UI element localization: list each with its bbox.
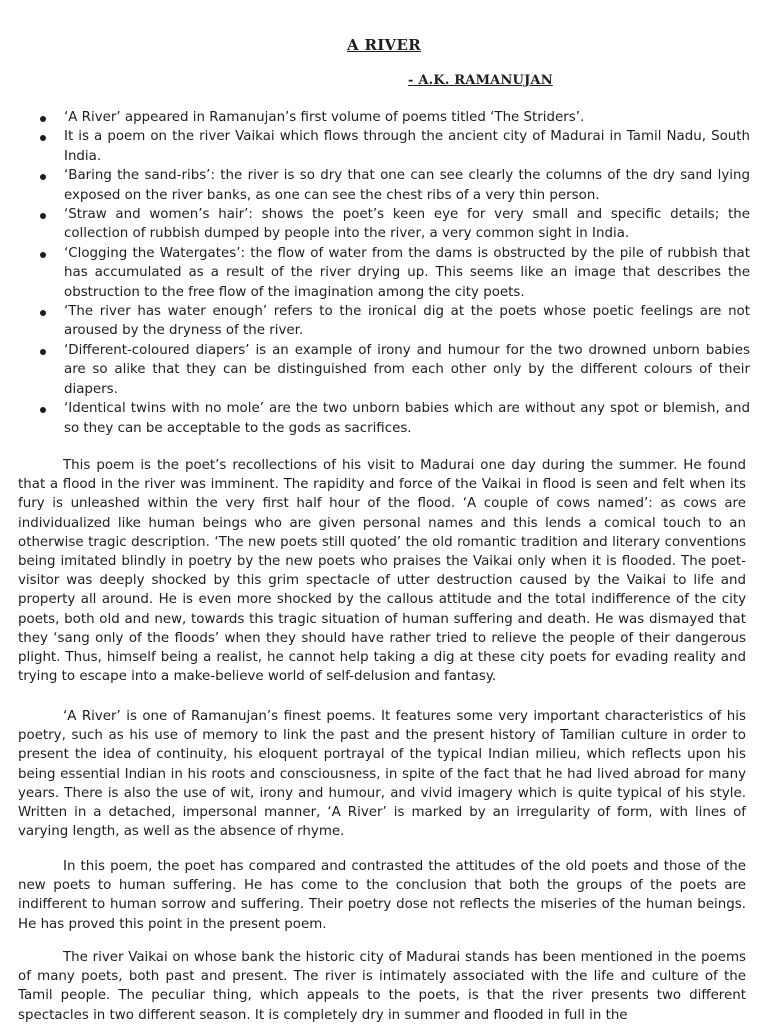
bullet-item <box>0 108 768 127</box>
bullet-dot-icon <box>40 252 46 258</box>
bullet-dot-icon <box>40 116 46 122</box>
bullet-dot-icon <box>40 213 46 219</box>
bullet-dot-icon <box>40 174 46 180</box>
bullet-list <box>0 108 768 438</box>
bullet-item <box>0 302 768 341</box>
body-paragraph: This poem is the poet’s recollections of his visit to Madurai one day during the summer. He found that a flood in the river was imminent. The rapidity and force of the Vaikai in flood is seen and felt when its fury is unleashed within the very first half hour of the flood. ‘A couple of cows named’: as cows are individualized like human beings who are given personal names and this lends a comical touch to an otherwise tragic description. ‘The new poets still quoted’ the old romantic tradition and literary conventions being imitated blindly in poetry by the new poets who praises the Vaikai only when it is flooded. The poet-visitor was deeply shocked by this grim spectacle of utter destruction caused by the Vaikai to life and property all around. He is even more shocked by the callous attitude and the total indifference of the city poets, both old and new, towards this tragic situation of human suffering and death. He was dismayed that they ‘sang only of the floods’ when they should have rather tried to relieve the people of their dangerous plight. Thus, himself being a realist, he cannot help taking a dig at these city poets for evading reality and trying to escape into a make-believe world of self-delusion and fantasy. <box>18 458 746 685</box>
body-paragraph: The river Vaikai on whose bank the historic city of Madurai stands has been mentioned in the poems of many poets, both past and present. The river is intimately associated with the life and culture of the Tamil people. The peculiar thing, which appeals to the poets, is that the river presents two different spectacles in two different season. It is completely dry in summer and flooded in full in the <box>18 950 746 1023</box>
author-line: - A.K. RAMANUJAN <box>408 73 553 88</box>
bullet-dot-icon <box>40 349 46 355</box>
page-title: A RIVER <box>347 36 421 54</box>
bullet-dot-icon <box>40 135 46 141</box>
bullet-text: ‘A River’ appeared in Ramanujan’s first volume of poems titled ‘The Striders’. <box>64 110 585 125</box>
body-paragraph: In this poem, the poet has compared and contrasted the attitudes of the old poets and those of the new poets to human suffering. He has come to the conclusion that both the groups of the poets are indifferent to human sorrow and suffering. Their poetry dose not reflects the miseries of the human beings. He has proved this point in the present poem. <box>18 859 746 932</box>
bullet-text: ‘Baring the sand-ribs’: the river is so dry that one can see clearly the columns of the dry sand lying exposed on the river banks, as one can see the chest ribs of a very thin person. <box>64 168 750 203</box>
bullet-item <box>0 127 768 166</box>
bullet-dot-icon <box>40 310 46 316</box>
bullet-item <box>0 341 768 399</box>
bullet-text: ‘Straw and women’s hair’: shows the poet’s keen eye for very small and specific details; the collection of rubbish dumped by people into the river, a very common sight in India. <box>64 207 750 242</box>
bullet-dot-icon <box>40 407 46 413</box>
bullet-text: It is a poem on the river Vaikai which flows through the ancient city of Madurai in Tamil Nadu, South India. <box>64 129 750 164</box>
bullet-text: ‘The river has water enough’ refers to the ironical dig at the poets whose poetic feelings are not aroused by the dryness of the river. <box>64 304 750 339</box>
bullet-item <box>0 166 768 205</box>
body-paragraph: ‘A River’ is one of Ramanujan’s finest poems. It features some very important characteristics of his poetry, such as his use of memory to link the past and the present history of Tamilian culture in order to present the idea of continuity, his eloquent portrayal of the typical Indian milieu, which reflects upon his being essential Indian in his roots and consciousness, in spite of the fact that he had lived abroad for many years. There is also the use of wit, irony and humour, and vivid imagery which is quite typical of his style. Written in a detached, impersonal manner, ‘A River’ is marked by an irregularity of form, with lines of varying length, as well as the absence of rhyme. <box>18 709 746 840</box>
bullet-item <box>0 205 768 244</box>
bullet-item <box>0 399 768 438</box>
bullet-text: ‘Clogging the Watergates’: the flow of water from the dams is obstructed by the pile of rubbish that has accumulated as a result of the river drying up. This seems like an image that describes the obstruction to the free flow of the imagination among the city poets. <box>64 245 750 300</box>
bullet-text: ‘Different-coloured diapers’ is an example of irony and humour for the two drowned unborn babies are so alike that they can be distinguished from each other only by the different colours of their diapers. <box>64 342 750 397</box>
bullet-text: ‘Identical twins with no mole’ are the two unborn babies which are without any spot or blemish, and so they can be acceptable to the gods as sacrifices. <box>64 401 750 436</box>
bullet-item <box>0 244 768 302</box>
